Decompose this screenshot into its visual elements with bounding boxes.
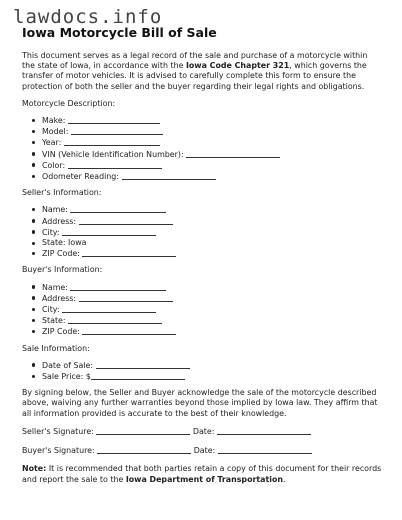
color-blank[interactable] [68, 160, 162, 169]
note-paragraph [22, 464, 382, 484]
seller-state-label: State: Iowa [42, 238, 87, 248]
motorcycle-section-heading: Motorcycle Description: [22, 98, 116, 108]
sale-date-blank[interactable] [96, 360, 190, 369]
seller-fields [22, 204, 382, 259]
model-field [31, 126, 382, 137]
sale-fields [22, 360, 382, 382]
vin-field [31, 149, 382, 160]
motorcycle-fields [22, 115, 382, 182]
iowa-dot-reference: Iowa Department of Transportation [125, 474, 283, 484]
seller-date-blank[interactable] [217, 426, 311, 435]
intro-text-end: , which governs the transfer of motor vehicles. It is advised to carefully complete this form to ensure the protection of both the seller and the buyer regarding their legal rights and obligations. [22, 61, 367, 91]
buyer-state-blank[interactable] [68, 315, 162, 324]
seller-signature-blank[interactable] [96, 426, 190, 435]
make-blank[interactable] [68, 115, 160, 124]
buyer-name-field [31, 282, 382, 293]
year-blank[interactable] [64, 137, 160, 146]
document-body [22, 51, 382, 485]
year-label: Year: [42, 138, 62, 148]
buyer-signature-line [22, 445, 382, 456]
buyer-state-label: State: [42, 316, 66, 326]
agreement-paragraph: By signing below, the Seller and Buyer acknowledge the sale of the motorcycle described above, waiving any further warranties beyond those implied by Iowa law. They affirm that all information provided is accurate to the best of their knowledge. [22, 388, 378, 418]
buyer-city-field [31, 304, 382, 315]
sale-price-label: Sale Price: $ [42, 372, 91, 382]
color-field [31, 160, 382, 171]
odometer-label: Odometer Reading: [42, 172, 119, 182]
seller-name-field [31, 204, 382, 215]
seller-signature-label: Seller's Signature: [22, 426, 94, 436]
model-blank[interactable] [71, 126, 163, 135]
site-watermark: lawdocs.info [13, 6, 163, 28]
intro-paragraph [22, 51, 382, 92]
buyer-city-blank[interactable] [62, 304, 156, 313]
seller-city-label: City: [42, 227, 60, 237]
seller-zip-label: ZIP Code: [42, 249, 80, 259]
sale-section-heading: Sale Information: [22, 343, 90, 353]
make-label: Make: [42, 116, 66, 126]
buyer-zip-blank[interactable] [82, 326, 176, 335]
buyer-signature-label: Buyer's Signature: [22, 446, 95, 456]
seller-section-heading: Seller's Information: [22, 188, 102, 198]
intro-text-start: This document serves as a legal record of the sale and purchase of a motorcycle within the state of Iowa, in accordance with the [22, 51, 368, 71]
buyer-name-label: Name: [42, 282, 68, 292]
year-field [31, 137, 382, 148]
seller-signature-line [22, 426, 382, 437]
seller-address-field [31, 216, 382, 227]
buyer-address-field [31, 293, 382, 304]
note-text-start: It is recommended that both parties retain a copy of this document for their records and report the sale to the [22, 464, 382, 484]
seller-zip-blank[interactable] [82, 248, 176, 257]
make-field [31, 115, 382, 126]
buyer-date-label: Date: [193, 446, 216, 456]
model-label: Model: [42, 127, 69, 137]
seller-zip-field [31, 248, 382, 259]
seller-state-field [31, 238, 382, 248]
sale-price-field [31, 371, 382, 382]
vin-label: VIN (Vehicle Identification Number): [42, 149, 184, 159]
odometer-field [31, 171, 382, 182]
buyer-address-label: Address: [42, 293, 77, 303]
seller-date-label: Date: [192, 426, 215, 436]
buyer-city-label: City: [42, 305, 60, 315]
seller-address-label: Address: [42, 216, 77, 226]
color-label: Color: [42, 160, 66, 170]
buyer-zip-field [31, 326, 382, 337]
odometer-blank[interactable] [122, 171, 216, 180]
buyer-address-blank[interactable] [79, 293, 173, 302]
buyer-zip-label: ZIP Code: [42, 327, 80, 337]
sale-price-blank[interactable] [91, 371, 185, 380]
buyer-date-blank[interactable] [218, 445, 312, 454]
sale-date-label: Date of Sale: [42, 360, 94, 370]
vin-blank[interactable] [186, 149, 280, 158]
note-label: Note: [22, 464, 47, 474]
buyer-fields [22, 282, 382, 338]
seller-city-field [31, 227, 382, 238]
seller-address-blank[interactable] [79, 216, 173, 225]
buyer-name-blank[interactable] [70, 282, 166, 291]
iowa-code-reference: Iowa Code Chapter 321 [185, 61, 290, 71]
buyer-state-field [31, 315, 382, 326]
note-text-end: . [283, 474, 286, 484]
sale-date-field [31, 360, 382, 371]
buyer-signature-blank[interactable] [97, 445, 191, 454]
buyer-section-heading: Buyer's Information: [22, 265, 103, 275]
document-title: Iowa Motorcycle Bill of Sale [22, 25, 217, 40]
seller-name-blank[interactable] [70, 204, 166, 213]
seller-name-label: Name: [42, 205, 68, 215]
seller-city-blank[interactable] [62, 227, 156, 236]
